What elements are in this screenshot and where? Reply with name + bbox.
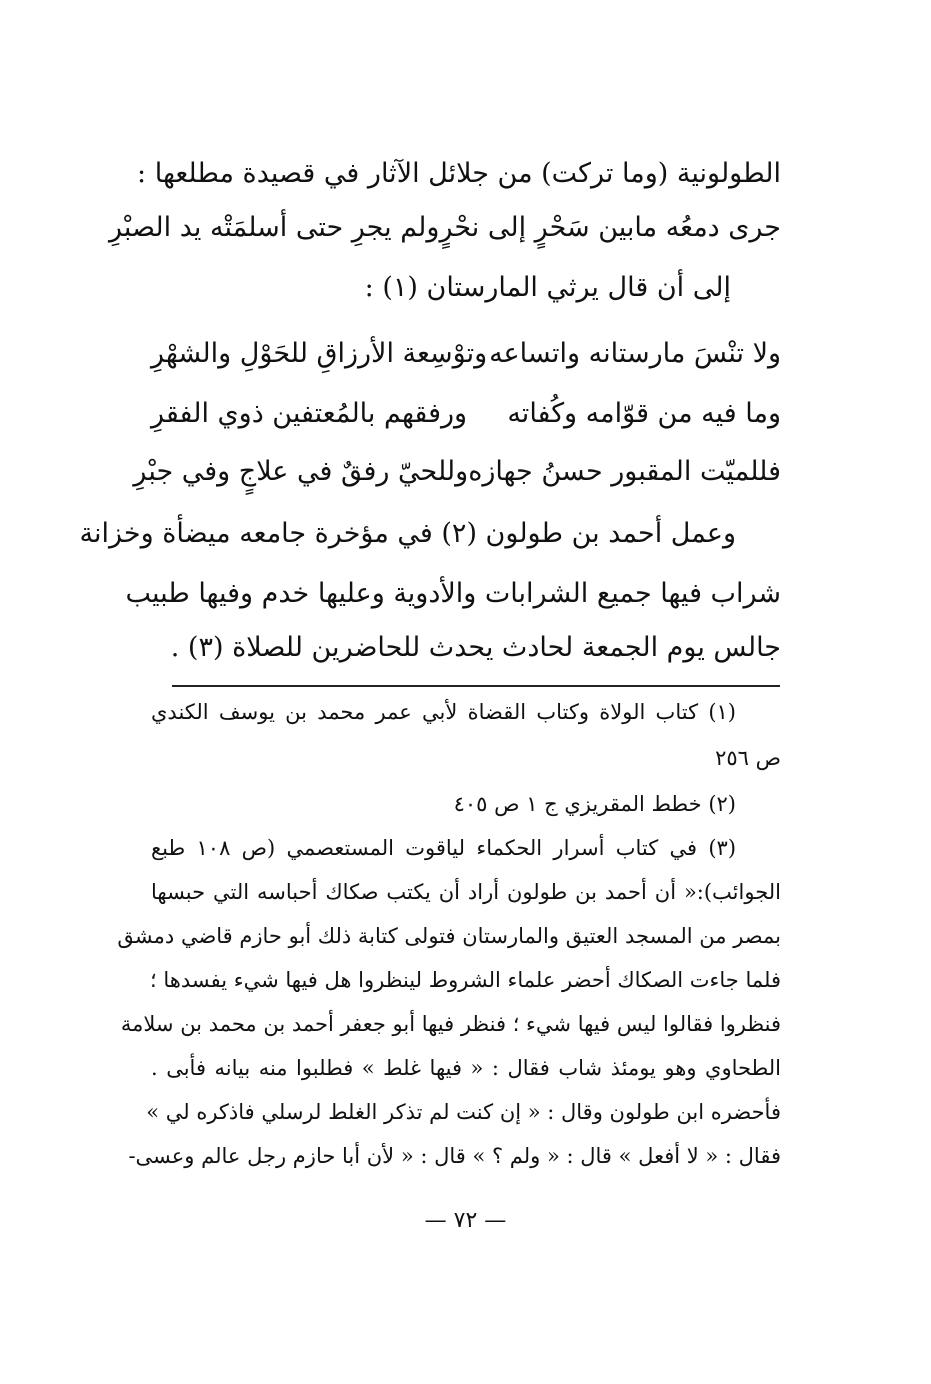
body-paragraph-line-3: جالس يوم الجمعة لحادث يحدث للحاضرين للصلاة (٣) .	[170, 632, 781, 663]
footnote-3-line-7: فأحضره ابن طولون وقال : « إن كنت لم تذكر الغلط لرسلي فاذكره لي »	[146, 1100, 781, 1124]
footnote-3-line-4: فلما جاءت الصكاك أحضر علماء الشروط لينظروا هل فيها شيء يفسدها ؛	[150, 968, 781, 992]
verse-4-first-hemistich: فللميّت المقبور حسنُ جهازه	[468, 456, 781, 487]
body-paragraph-line-1: وعمل أحمد بن طولون (٢) في مؤخرة جامعه ميضأة وخزانة	[79, 518, 736, 549]
footnote-divider	[172, 685, 780, 687]
footnote-3-line-2: الجوائب):« أن أحمد بن طولون أراد أن يكتب صكاك أحباسه التي حبسها	[151, 880, 781, 904]
footnote-1-line-2: ص ٢٥٦	[715, 746, 781, 770]
verse-2-second-hemistich: وتوْسِعة الأرزاقِ للحَوْلِ والشهْرِ	[151, 338, 488, 369]
verse-4	[133, 456, 781, 488]
footnote-2: (٢) خطط المقريزي ج ١ ص ٤٠٥	[453, 792, 736, 816]
footnote-3-line-6: الطحاوي وهو يومئذ شاب فقال : « فيها غلط » فطلبوا منه بيانه فأبى .	[151, 1056, 781, 1080]
footnote-1-line-1: (١) كتاب الولاة وكتاب القضاة لأبي عمر محمد بن يوسف الكندي	[151, 700, 736, 724]
verse-1-first-hemistich: جرى دمعُه مابين سَحْرٍ إلى نحْرٍ	[439, 212, 781, 243]
footnote-3-line-8: فقال : « لا أفعل » قال : « ولم ؟ » قال : « لأن أبا حازم رجل عالم وعسى-	[128, 1144, 781, 1168]
verse-2	[151, 338, 781, 370]
verse-4-second-hemistich: وللحيّ رفقٌ في علاجٍ وفي جبْرِ	[133, 456, 469, 487]
verse-1	[108, 212, 781, 244]
verse-3-first-hemistich: وما فيه من قوّامه وكُفاته	[507, 398, 781, 429]
verse-3-second-hemistich: ورفقهم بالمُعتفين ذوي الفقرِ	[151, 398, 468, 429]
verse-1-second-hemistich: ولم يجرِ حتى أسلمَتْه يد الصبْرِ	[108, 212, 440, 243]
body-line-lead: إلى أن قال يرثي المارستان (١) :	[364, 272, 731, 303]
footnote-3-line-5: فنظروا فقالوا ليس فيها شيء ؛ فنظر فيها أبو جعفر أحمد بن محمد بن سلامة	[120, 1012, 781, 1036]
footnote-3-line-1: (٣) في كتاب أسرار الحكماء لياقوت المستعصمي (ص ١٠٨ طبع	[151, 836, 737, 860]
body-line-intro: الطولونية (وما تركت) من جلائل الآثار في قصيدة مطلعها :	[137, 158, 781, 189]
verse-2-first-hemistich: ولا تنْسَ مارستانه واتساعه	[489, 338, 781, 369]
page-number: — ٧٢ —	[424, 1208, 507, 1233]
footnote-3-line-3: بمصر من المسجد العتيق والمارستان فتولى كتابة ذلك أبو حازم قاضي دمشق	[117, 924, 781, 948]
verse-3	[151, 398, 781, 430]
body-paragraph-line-2: شراب فيها جميع الشرابات والأدوية وعليها خدم وفيها طبيب	[125, 578, 781, 609]
